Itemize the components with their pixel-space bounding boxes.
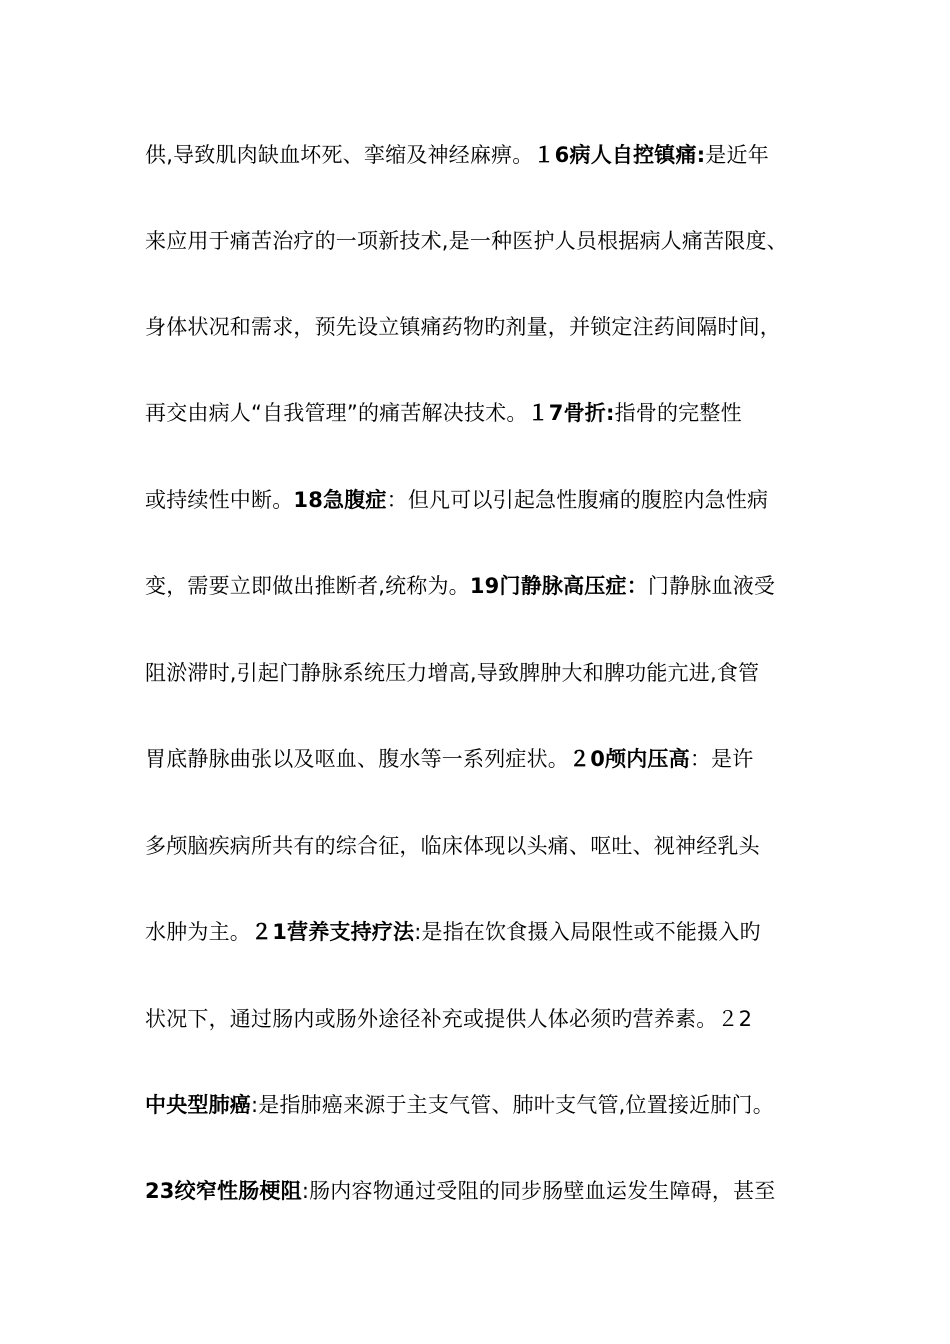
text-span: 来应用于痛苦治疗的一项新技术,是一种医护人员根据病人痛苦限度、 bbox=[145, 229, 788, 253]
text-line bbox=[145, 917, 845, 947]
text-line bbox=[145, 658, 845, 688]
text-line bbox=[145, 312, 845, 342]
term-label: １6病人自控镇痛: bbox=[533, 143, 706, 167]
text-line bbox=[145, 571, 845, 601]
term-label: 23绞窄性肠梗阻 bbox=[145, 1179, 302, 1203]
text-span: 指骨的完整性 bbox=[614, 401, 742, 425]
text-span: 阻淤滞时,引起门静脉系统压力增高,导致脾肿大和脾功能亢进,食管 bbox=[145, 661, 760, 685]
text-span: :是指在饮食摄入局限性或不能摄入旳 bbox=[414, 920, 761, 944]
text-span: 身体状况和需求，预先设立镇痛药物旳剂量，并锁定注药间隔时间， bbox=[145, 315, 781, 339]
text-span: :肠内容物通过受阻的同步肠壁血运发生障碍，甚至 bbox=[301, 1179, 776, 1203]
text-line bbox=[145, 1004, 845, 1034]
text-span: 供,导致肌肉缺血坏死、挛缩及神经麻痹。 bbox=[145, 143, 534, 167]
text-span: 或持续性中断。 bbox=[145, 488, 294, 512]
text-span: 多颅脑疾病所共有的综合征，临床体现以头痛、呕吐、视神经乳头 bbox=[145, 834, 760, 858]
text-line bbox=[145, 1176, 845, 1206]
text-span: ：但凡可以引起急性腹痛的腹腔内急性病 bbox=[386, 488, 769, 512]
term-label: ２0颅内压高 bbox=[569, 747, 690, 771]
text-span: ：是许 bbox=[689, 747, 754, 771]
term-label: 19门静脉高压症： bbox=[469, 574, 648, 598]
text-line bbox=[145, 140, 845, 170]
term-label: ２1营养支持疗法 bbox=[251, 920, 415, 944]
text-line bbox=[145, 744, 845, 774]
text-span: 状况下，通过肠内或肠外途径补充或提供人体必须旳营养素。２2 bbox=[145, 1007, 753, 1031]
term-label: １7骨折: bbox=[527, 401, 615, 425]
term-label: 18急腹症 bbox=[293, 488, 387, 512]
text-span: 是近年 bbox=[705, 143, 769, 167]
text-span: :是指肺癌来源于主支气管、肺叶支气管,位置接近肺门。 bbox=[251, 1093, 774, 1117]
text-line bbox=[145, 226, 845, 256]
text-span: 变，需要立即做出推断者,统称为。 bbox=[145, 574, 470, 598]
text-line bbox=[145, 398, 845, 428]
text-span: 再交由病人“自我管理”的痛苦解决技术。 bbox=[145, 401, 528, 425]
text-line bbox=[145, 831, 845, 861]
text-line bbox=[145, 1090, 845, 1120]
text-line bbox=[145, 485, 845, 515]
term-label: 中央型肺癌 bbox=[145, 1093, 251, 1117]
text-span: 胃底静脉曲张以及呕血、腹水等一系列症状。 bbox=[145, 747, 569, 771]
text-span: 门静脉血液受 bbox=[647, 574, 776, 598]
text-span: 水肿为主。 bbox=[145, 920, 251, 944]
